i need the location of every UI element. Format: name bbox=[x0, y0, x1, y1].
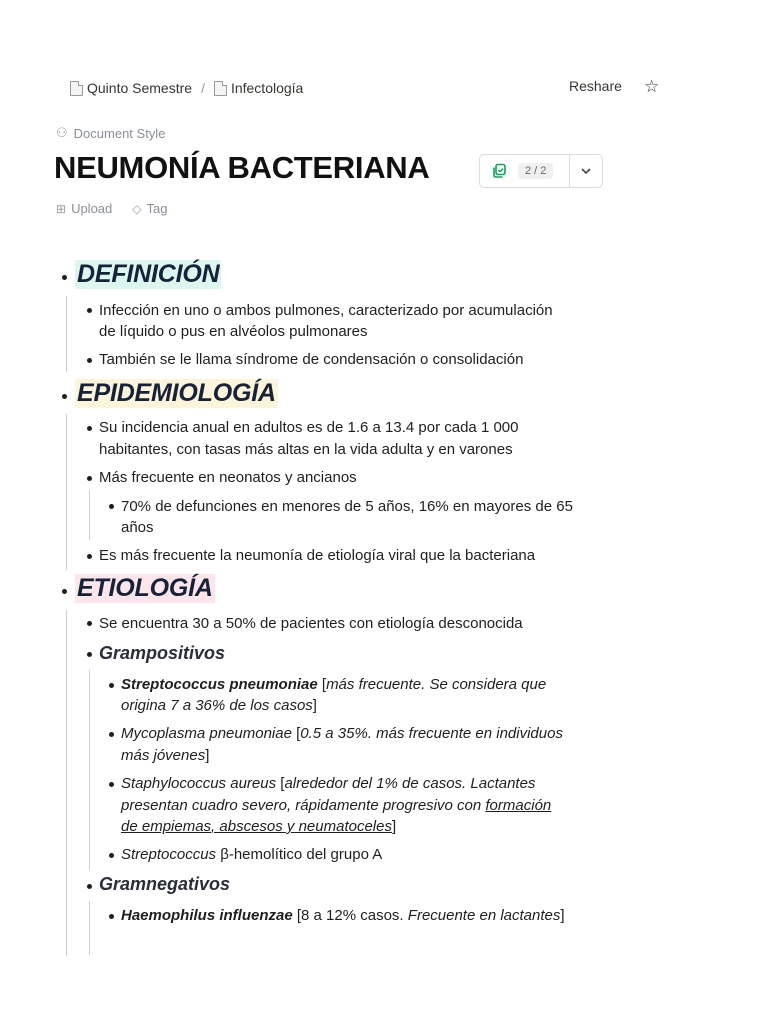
tag-icon: ◇ bbox=[132, 201, 142, 216]
organism-name: Haemophilus influenzae bbox=[121, 907, 293, 924]
text: β-hemolítico del grupo A bbox=[216, 846, 383, 863]
bullet bbox=[87, 308, 92, 313]
link[interactable]: , abscesos y neumatoceles bbox=[211, 818, 392, 835]
star-icon[interactable]: ☆ bbox=[644, 77, 660, 96]
list-item-continued: de líquido o pus en alvéolos pulmonares bbox=[99, 323, 368, 340]
upload-button[interactable] bbox=[56, 201, 112, 216]
subheading-grampositivos: Grampositivos bbox=[99, 643, 226, 663]
breadcrumb-item-quinto-semestre[interactable] bbox=[70, 80, 192, 96]
text: ] bbox=[312, 697, 317, 714]
list-item: Infección en uno o ambos pulmones, caracterizado por acumulación bbox=[99, 302, 553, 319]
bullet bbox=[109, 732, 114, 737]
organism-name: Streptococcus pneumoniae bbox=[121, 676, 318, 693]
bullet bbox=[109, 683, 114, 688]
organism-name: Staphylococcus aureus bbox=[121, 775, 277, 792]
reshare-button[interactable]: Reshare bbox=[569, 78, 622, 94]
bullet bbox=[109, 853, 114, 858]
bullet bbox=[87, 652, 92, 657]
document-meta bbox=[56, 201, 187, 216]
bullet bbox=[87, 476, 92, 481]
text: [ bbox=[291, 725, 301, 742]
tag-button[interactable] bbox=[132, 201, 167, 216]
text: ] bbox=[205, 747, 210, 764]
version-count: 2 / 2 bbox=[518, 163, 553, 179]
bullet bbox=[109, 914, 114, 919]
bullet bbox=[62, 394, 67, 399]
text: [ bbox=[276, 775, 285, 792]
list-item: Más frecuente en neonatos y ancianos bbox=[99, 469, 357, 486]
text: alrededor del 1% de casos. Lactantes bbox=[284, 775, 536, 792]
organism-name: Mycoplasma pneumoniae bbox=[121, 725, 292, 742]
list-item: Se encuentra 30 a 50% de pacientes con etiología desconocida bbox=[99, 615, 523, 632]
bullet bbox=[109, 504, 114, 509]
text: presentan cuadro severo, rápidamente progresivo con bbox=[121, 797, 486, 814]
breadcrumb-label: Quinto Semestre bbox=[87, 80, 193, 96]
list-item-continued bbox=[121, 695, 317, 717]
upload-icon: ⊞ bbox=[56, 201, 67, 216]
bullet bbox=[62, 275, 67, 280]
list-item bbox=[121, 674, 546, 696]
indent-guide bbox=[66, 610, 67, 956]
list-item: Su incidencia anual en adultos es de 1.6 a 13.4 por cada 1 000 bbox=[99, 419, 519, 436]
list-item-continued bbox=[121, 816, 396, 838]
version-selector[interactable] bbox=[479, 154, 603, 188]
breadcrumb-label: Infectología bbox=[230, 80, 304, 96]
link[interactable]: de empiemas bbox=[121, 818, 212, 835]
indent-guide bbox=[66, 296, 67, 372]
list-item-continued bbox=[121, 745, 209, 767]
list-item-continued bbox=[121, 795, 551, 817]
indent-guide bbox=[89, 490, 90, 540]
text: más jóvenes bbox=[121, 747, 206, 764]
text: ] bbox=[560, 907, 565, 924]
text: origina 7 a 36% de los casos bbox=[121, 697, 313, 714]
heading-etiologia: ETIOLOGÍA bbox=[77, 574, 213, 602]
organism-name: Streptococcus bbox=[121, 846, 217, 863]
list-item-continued: habitantes, con tasas más altas en la vida adulta y en varones bbox=[99, 441, 513, 458]
list-item: 70% de defunciones en menores de 5 años, 16% en mayores de 65 bbox=[121, 498, 573, 515]
page-icon bbox=[214, 81, 227, 96]
subheading-gramnegativos: Gramnegativos bbox=[99, 874, 231, 894]
bullet bbox=[87, 426, 92, 431]
palette-icon: ⚇ bbox=[56, 125, 68, 140]
chevron-down-icon[interactable] bbox=[570, 155, 602, 187]
upload-label: Upload bbox=[71, 201, 113, 216]
list-item bbox=[121, 905, 565, 927]
bullet bbox=[109, 782, 114, 787]
breadcrumb-item-infectologia[interactable] bbox=[214, 80, 303, 96]
text: Frecuente en lactantes bbox=[407, 907, 561, 924]
list-item bbox=[121, 773, 535, 795]
text: 0.5 a 35%. más frecuente en individuos bbox=[300, 725, 563, 742]
list-item: Es más frecuente la neumonía de etiología viral que la bacteriana bbox=[99, 547, 536, 564]
heading-epidemiologia: EPIDEMIOLOGÍA bbox=[77, 379, 276, 407]
bullet bbox=[87, 554, 92, 559]
breadcrumb-separator: / bbox=[201, 80, 205, 96]
text: [ bbox=[317, 676, 327, 693]
list-item bbox=[121, 844, 382, 866]
copy-icon[interactable] bbox=[480, 163, 518, 179]
page-title: NEUMONÍA BACTERIANA bbox=[54, 150, 430, 185]
text: [8 a 12% casos. bbox=[292, 907, 408, 924]
heading-definicion: DEFINICIÓN bbox=[77, 260, 220, 288]
indent-guide bbox=[89, 670, 90, 870]
list-item bbox=[121, 723, 563, 745]
indent-guide bbox=[66, 414, 67, 570]
indent-guide bbox=[89, 901, 90, 955]
document-style-label: Document Style bbox=[73, 125, 166, 141]
tag-label: Tag bbox=[146, 201, 168, 216]
document-style-button[interactable] bbox=[56, 125, 165, 141]
page-icon bbox=[70, 81, 83, 96]
list-item: También se le llama síndrome de condensación o consolidación bbox=[99, 351, 524, 368]
bullet bbox=[87, 884, 92, 889]
text: ] bbox=[391, 818, 397, 835]
bullet bbox=[62, 589, 67, 594]
bullet bbox=[87, 621, 92, 626]
bullet bbox=[87, 358, 92, 363]
list-item-continued: años bbox=[121, 519, 154, 536]
text: más frecuente. Se considera que bbox=[326, 676, 547, 693]
link[interactable]: formación bbox=[485, 797, 552, 814]
